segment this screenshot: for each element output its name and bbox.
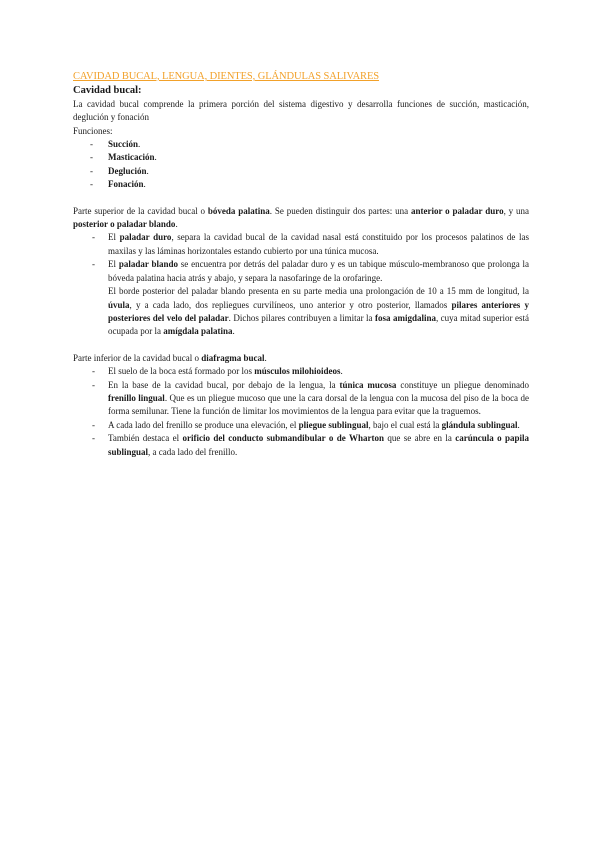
list-item: - El paladar blando se encuentra por detrás del paladar duro y es un tabique músculo-membranoso que prolonga la bóveda palatina hacia atrás y abajo, y separa la nasofaringe de la orofaringe.: [73, 258, 529, 285]
list-item: - Fonación.: [73, 178, 529, 191]
functions-list: [73, 138, 529, 192]
list-item: - Succión.: [73, 138, 529, 151]
list-item: - También destaca el orificio del conducto submandibular o de Wharton que se abre en la carúncula o papila sublingual, a cada lado del frenillo.: [73, 432, 529, 459]
document-body: [73, 70, 529, 459]
inferior-paragraph: Parte inferior de la cavidad bucal o diafragma bucal.: [73, 352, 267, 363]
inferior-list: [73, 365, 529, 459]
functions-label: Funciones:: [73, 125, 113, 136]
superior-list: [73, 231, 529, 285]
list-item: - A cada lado del frenillo se produce una elevación, el pliegue sublingual, bajo el cual está la glándula sublingual.: [73, 419, 529, 432]
intro-paragraph: La cavidad bucal comprende la primera porción del sistema digestivo y desarrolla funciones de succión, masticación, deglución y fonación: [73, 98, 529, 123]
superior-paragraph: Parte superior de la cavidad bucal o bóveda palatina. Se pueden distinguir dos partes: una anterior o paladar duro, y una posterior o paladar blando.: [73, 205, 530, 230]
list-item: - Deglución.: [73, 165, 529, 178]
section-heading: Cavidad bucal:: [73, 85, 142, 97]
list-item: - Masticación.: [73, 151, 529, 164]
list-item: - El paladar duro, separa la cavidad bucal de la cavidad nasal está constituido por los procesos palatinos de las maxilas y las láminas horizontales estando cubierto por una túnica mucosa.: [73, 231, 529, 258]
list-item: - El suelo de la boca está formado por los músculos milohioideos.: [73, 365, 529, 378]
page-title: CAVIDAD BUCAL, LENGUA, DIENTES, GLÁNDULAS SALIVARES: [73, 71, 380, 82]
soft-palate-paragraph: El borde posterior del paladar blando presenta en su parte media una prolongación de 10 a 15 mm de longitud, la úvula, y a cada lado, dos repliegues curvilíneos, uno anterior y otro posterior, llamados pilares anteriores y posteriores del velo del paladar. Dichos pilares contribuyen a limitar la fosa amigdalina, cuya mitad superior está ocupada por la amígdala palatina.: [108, 286, 529, 337]
list-item: - En la base de la cavidad bucal, por debajo de la lengua, la túnica mucosa constituye un pliegue denominado frenillo lingual. Que es un pliegue mucoso que une la cara dorsal de la lengua con la mucosa del piso de la boca de forma semilunar. Tiene la función de limitar los movimientos de la lengua para evitar que la traguemos.: [73, 379, 529, 419]
